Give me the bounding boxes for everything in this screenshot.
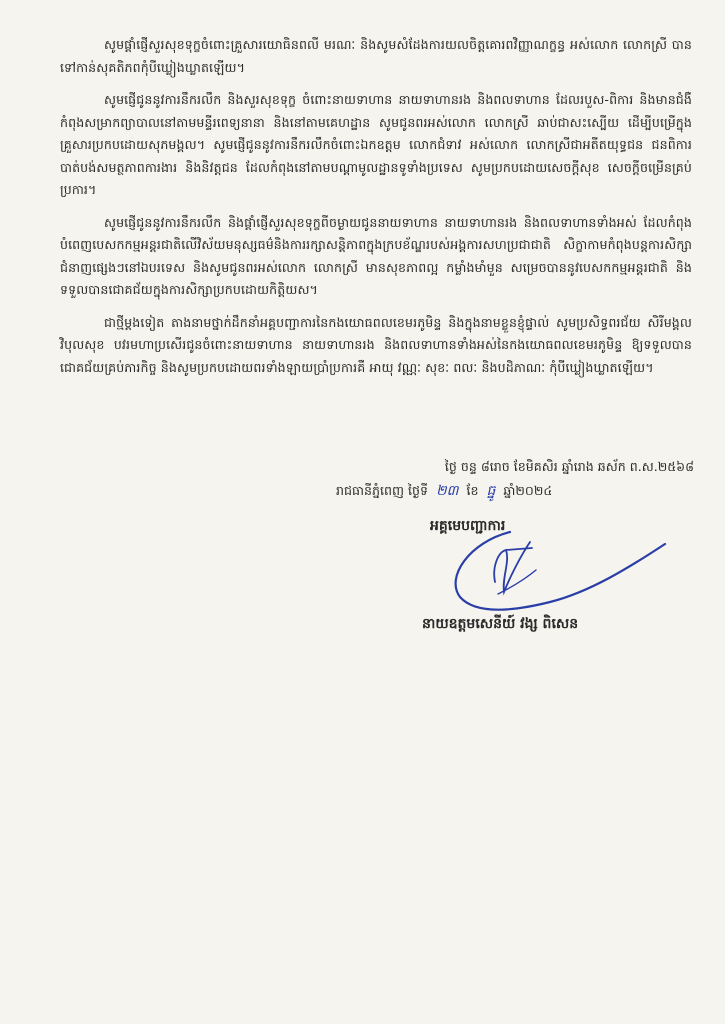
paragraph-overseas-greetings: សូមផ្ញើជូននូវការនឹករលឹក និងផ្ដាំផ្ញើសួរសុខទុក្ខពីចម្ងាយជូននាយទាហាន នាយទាហានរង និងពលទាហានទាំងអស់ ដែលកំពុងបំពេញបេសកកម្មអន្ដរជាតិលើវិស័យមនុស្សធម៌និងការរក្សាសន្ដិភាពក្នុងក្របខ័ណ្ឌរបស់អង្គការសហប្រជាជាតិ សិក្ខាកាមកំពុងបន្ដការសិក្សាជំនាញផ្សេងៗនៅឯបរទេស និងសូមជូនពរអស់លោក លោកស្រី មានសុខភាពល្អ កម្លាំងមាំមួន សម្រេចបាននូវបេសកកម្មអន្ដរជាតិ និងទទួលបានជោគជ័យក្នុងការសិក្សាប្រកបដោយកិត្តិយស។ xyxy=(60,214,692,297)
day-handwritten: ២៣ xyxy=(435,483,459,499)
signer-name: នាយឧត្តមសេនីយ៍ វង្ស ពិសេន xyxy=(422,616,579,632)
paragraph-condolence: សូមផ្ដាំផ្ញើសួរសុខទុក្ខចំពោះគ្រួសារយោធិនពលី មរណៈ និងសូមសំដែងការយលចិត្តគោរពវិញ្ញាណក្ខន្ធ អស់លោក លោកស្រី បានទៅកាន់សុគតិភពកុំបីឃ្លៀងឃ្លាតឡើយ។ xyxy=(60,37,692,75)
paragraph-wounded-greetings: សូមផ្ញើជូននូវការនឹករលឹក និងសួរសុខទុក្ខ ចំពោះនាយទាហាន នាយទាហានរង និងពលទាហាន ដែលរបួស-ពិការ និងមានជំងឺកំពុងសម្រាកព្យាបាលនៅតាមមន្ទីរពេទ្យនានា និងនៅតាមគេហដ្ឋាន សូមជូនពរអស់លោក លោកស្រី ឆាប់ជាសះស្បើយ ដើម្បីបម្រើក្នុងគ្រួសារប្រកបដោយសុភមង្គល។ សូមផ្ញើជូននូវការនឹករលឹកចំពោះឯកឧត្ដម លោកជំទាវ អស់លោក លោកស្រីជាអតីតយុទ្ធជន ជនពិការ បាត់បង់សមត្ថភាពការងារ និងនិវត្តជន ដែលកំពុងនៅតាមបណ្ដាមូលដ្ឋានទូទាំងប្រទេស សូមប្រកបដោយសេចក្ដីសុខ សេចក្ដីចម្រើនគ្រប់ប្រការ។ xyxy=(60,92,692,197)
year-label: ឆ្នាំ២០២៤ xyxy=(503,483,553,498)
lunar-date: ថ្ងៃ ចន្ទ ៨រោច ខែមិគសិរ ឆ្នាំរោង ឆស័ក ព.ស.២៥៦៨ xyxy=(444,459,694,474)
paragraph-blessings: ជាថ្មីម្ដងទៀត តាងនាមថ្នាក់ដឹកនាំអគ្គបញ្ជាការនៃកងយោធពលខេមរភូមិន្ទ និងក្នុងនាមខ្លួនខ្ញុំផ្ទាល់ សូមប្រសិទ្ធពរជ័យ សិរីមង្គល វិបុលសុខ បវរមហាប្រសើរជូនចំពោះនាយទាហាន នាយទាហានរង និងពលទាហានទាំងអស់នៃកងយោធពលខេមរភូមិន្ទ ឱ្យទទួលបានជោគជ័យគ្រប់ភារកិច្ច និងសូមប្រកបដោយពរទាំងឡាយប្រាំប្រការគឺ អាយុ វណ្ណៈ សុខៈ ពលៈ និងបដិភាណៈ កុំបីឃ្លៀងឃ្លាតឡើយ។ xyxy=(60,314,692,375)
org-title: អគ្គមេបញ្ជាការ xyxy=(430,518,506,534)
month-handwritten: ធ្នូ xyxy=(486,483,496,499)
place-date-line xyxy=(336,480,694,502)
place-label: រាជធានីភ្នំពេញ ថ្ងៃទី xyxy=(336,483,428,498)
signature xyxy=(440,522,680,622)
letter-body xyxy=(60,34,692,389)
month-label: ខែ xyxy=(466,483,479,498)
